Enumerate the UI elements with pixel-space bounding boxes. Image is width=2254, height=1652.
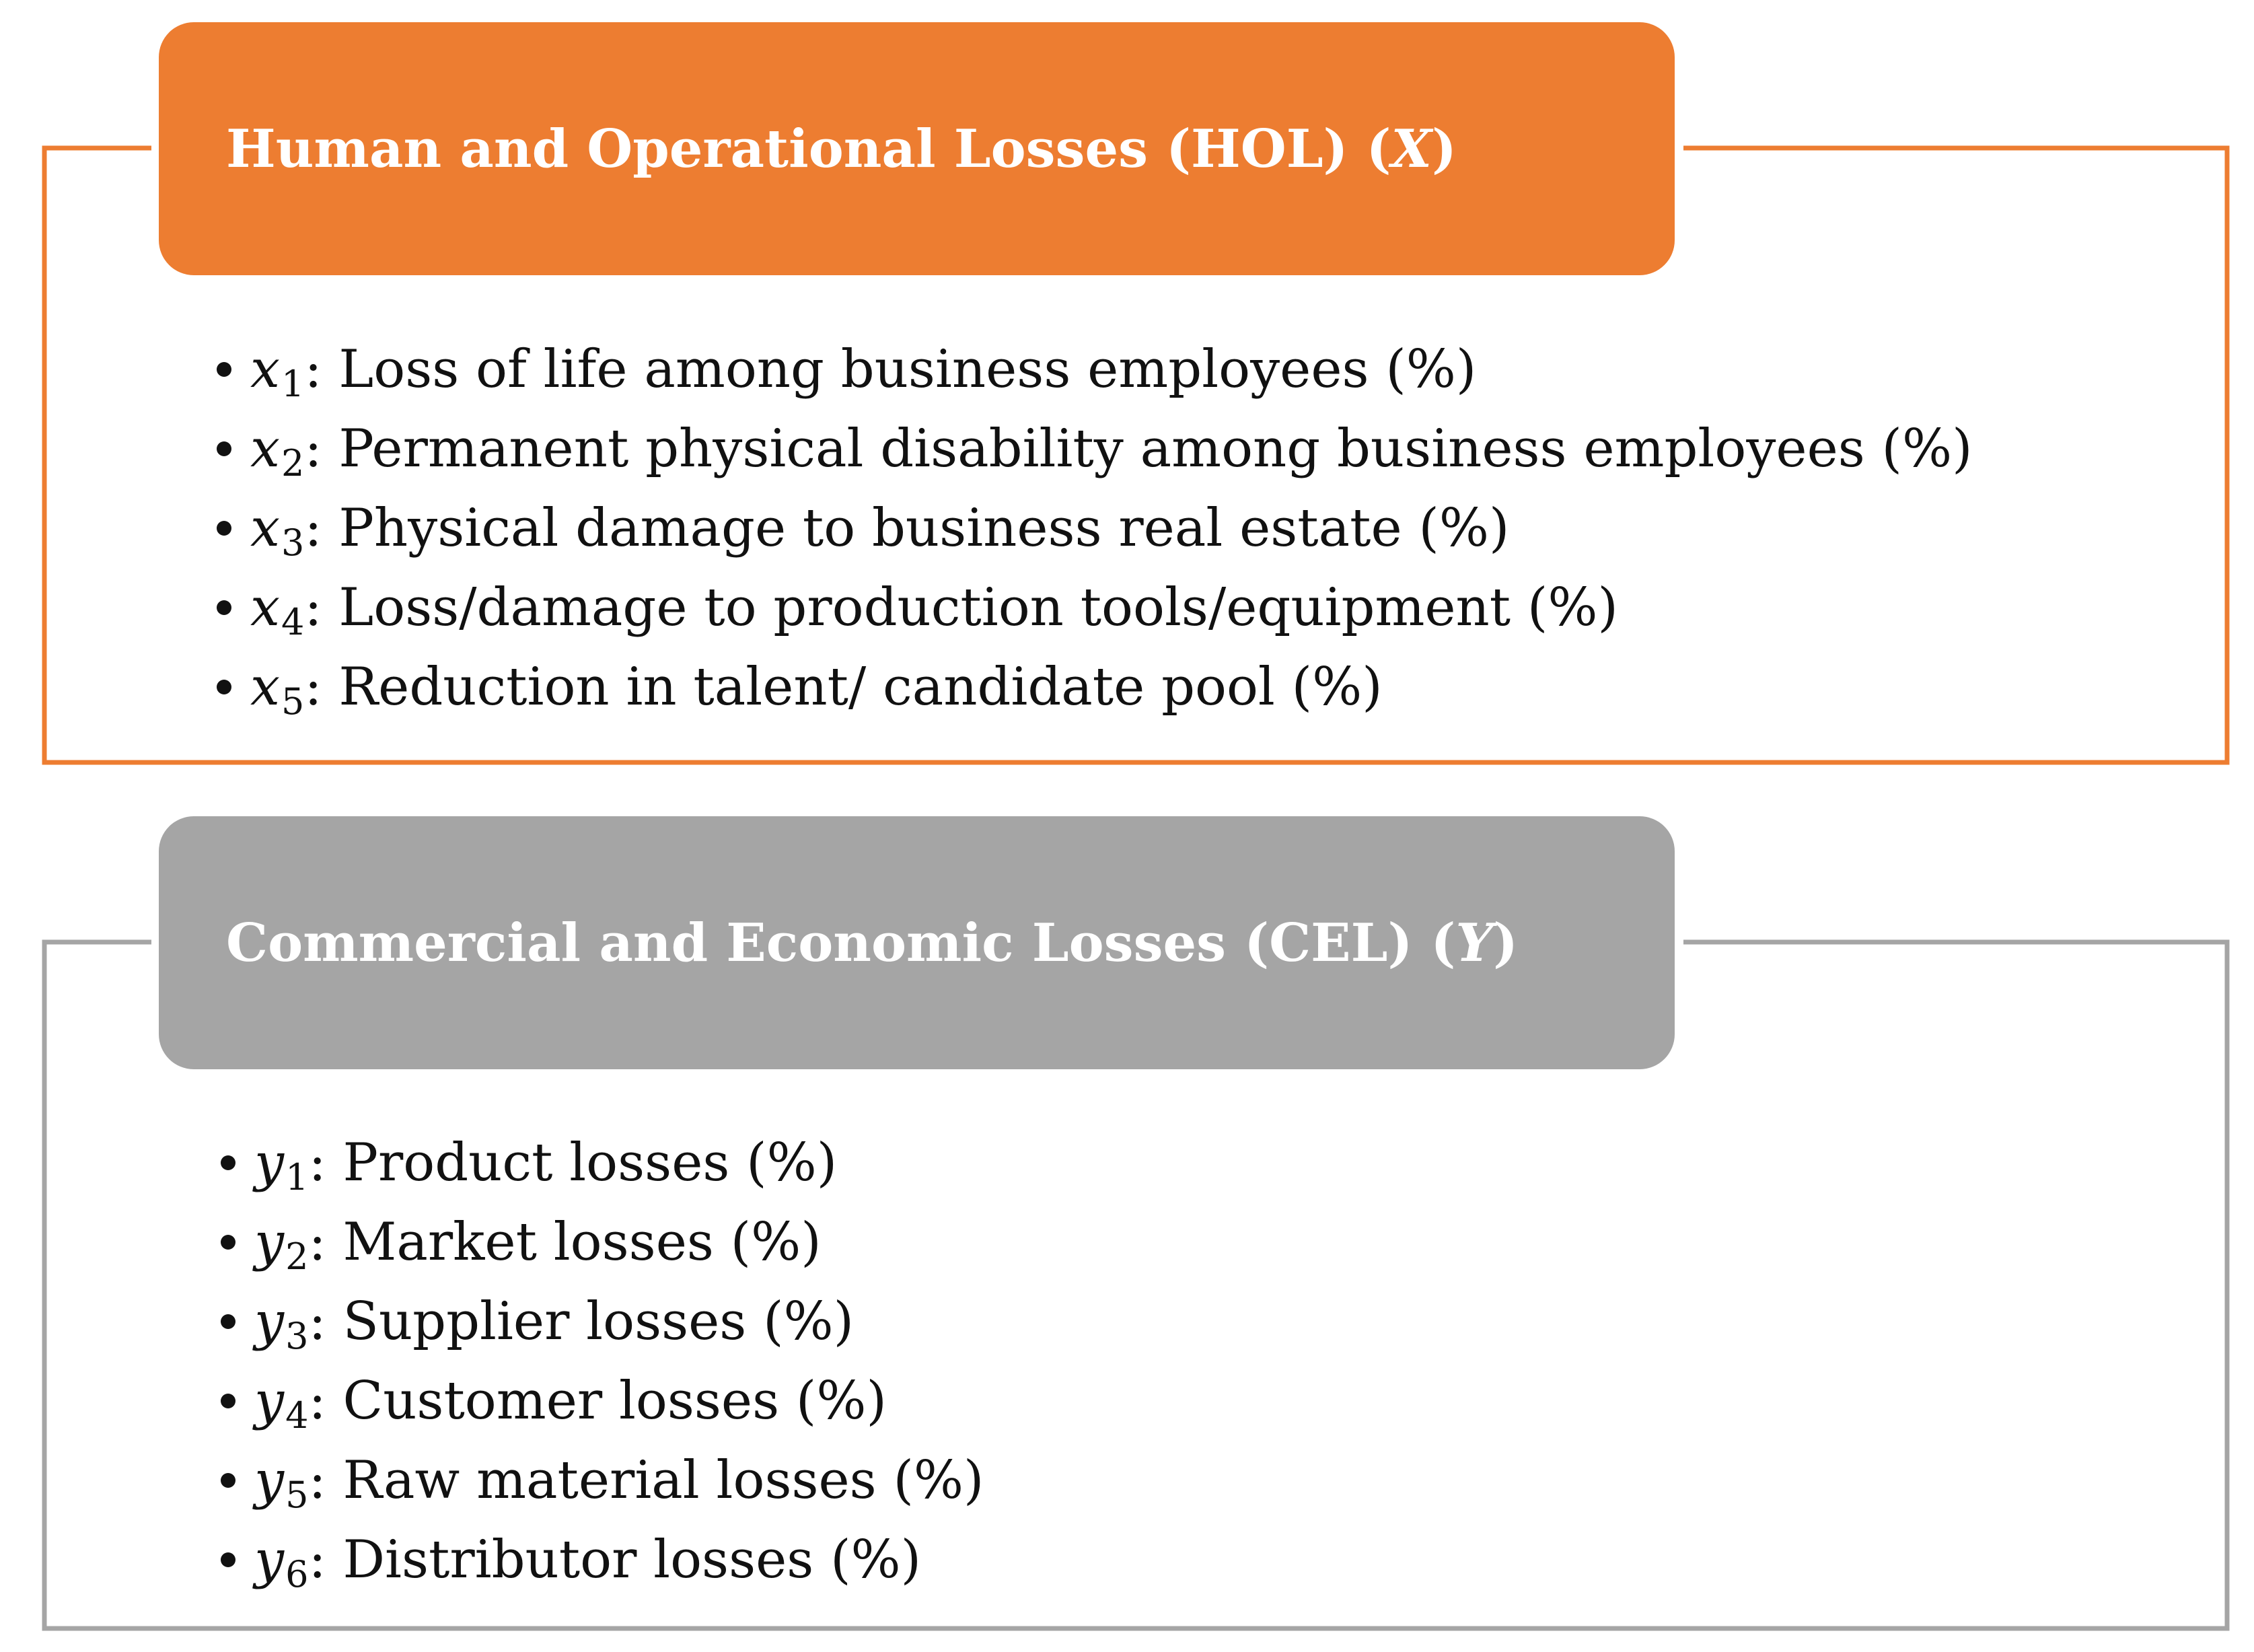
item-label: : Physical damage to business real estate (%)	[304, 498, 1510, 559]
item-label: : Distributor losses (%)	[308, 1530, 922, 1590]
bullet-icon	[217, 521, 231, 536]
item-subscript: 2	[281, 442, 305, 484]
item-label: : Permanent physical disability among business employees (%)	[304, 419, 1973, 479]
item-symbol: y	[254, 1291, 285, 1352]
list-item	[217, 568, 1973, 647]
item-subscript: 3	[281, 522, 305, 564]
item-subscript: 5	[285, 1474, 309, 1516]
item-subscript: 3	[285, 1315, 309, 1357]
list-item	[217, 647, 1973, 727]
hol-title-prefix: Human and Operational Losses (HOL) (	[226, 118, 1391, 180]
list-item	[221, 1361, 984, 1441]
cel-header	[159, 816, 1675, 1069]
bullet-icon	[217, 680, 231, 694]
item-label: : Customer losses (%)	[308, 1371, 887, 1431]
list-item	[217, 489, 1973, 568]
hol-title-suffix: )	[1432, 118, 1457, 180]
bullet-icon	[217, 362, 231, 377]
item-symbol: x	[250, 339, 280, 400]
item-subscript: 2	[285, 1235, 309, 1278]
item-symbol: x	[250, 419, 280, 479]
hol-header	[159, 22, 1675, 275]
item-label: : Reduction in talent/ candidate pool (%)	[304, 657, 1383, 717]
item-symbol: y	[254, 1530, 285, 1590]
item-symbol: x	[250, 577, 280, 638]
cel-item-list	[221, 1123, 984, 1600]
list-item	[217, 330, 1973, 409]
list-item	[221, 1123, 984, 1202]
item-label: : Supplier losses (%)	[308, 1291, 855, 1352]
item-label: : Loss of life among business employees (%)	[304, 339, 1477, 400]
item-subscript: 6	[285, 1553, 309, 1595]
bullet-icon	[221, 1235, 235, 1250]
item-subscript: 1	[281, 363, 305, 405]
bullet-icon	[221, 1314, 235, 1329]
bullet-icon	[217, 441, 231, 456]
item-label: : Market losses (%)	[308, 1212, 822, 1272]
item-subscript: 4	[285, 1394, 309, 1437]
list-item	[221, 1441, 984, 1520]
item-subscript: 4	[281, 601, 305, 643]
item-label: : Raw material losses (%)	[308, 1450, 984, 1511]
item-symbol: y	[254, 1133, 285, 1193]
item-symbol: y	[254, 1212, 285, 1272]
item-symbol: y	[254, 1371, 285, 1431]
item-label: : Product losses (%)	[308, 1133, 838, 1193]
list-item	[221, 1520, 984, 1600]
item-symbol: x	[250, 657, 280, 717]
bullet-icon	[221, 1552, 235, 1567]
item-subscript: 1	[285, 1156, 309, 1198]
item-symbol: y	[254, 1450, 285, 1511]
bullet-icon	[221, 1155, 235, 1170]
list-item	[217, 409, 1973, 489]
list-item	[221, 1282, 984, 1361]
item-symbol: x	[250, 498, 280, 559]
cel-title-prefix: Commercial and Economic Losses (CEL) (	[226, 912, 1456, 974]
hol-item-list	[217, 330, 1973, 727]
bullet-icon	[221, 1473, 235, 1488]
item-subscript: 5	[281, 680, 305, 723]
list-item	[221, 1202, 984, 1282]
cel-title-var: Y	[1455, 912, 1494, 974]
item-label: : Loss/damage to production tools/equipment (%)	[304, 577, 1618, 638]
cel-title-suffix: )	[1493, 912, 1519, 974]
bullet-icon	[221, 1394, 235, 1408]
hol-title-var: X	[1391, 118, 1432, 180]
bullet-icon	[217, 600, 231, 615]
